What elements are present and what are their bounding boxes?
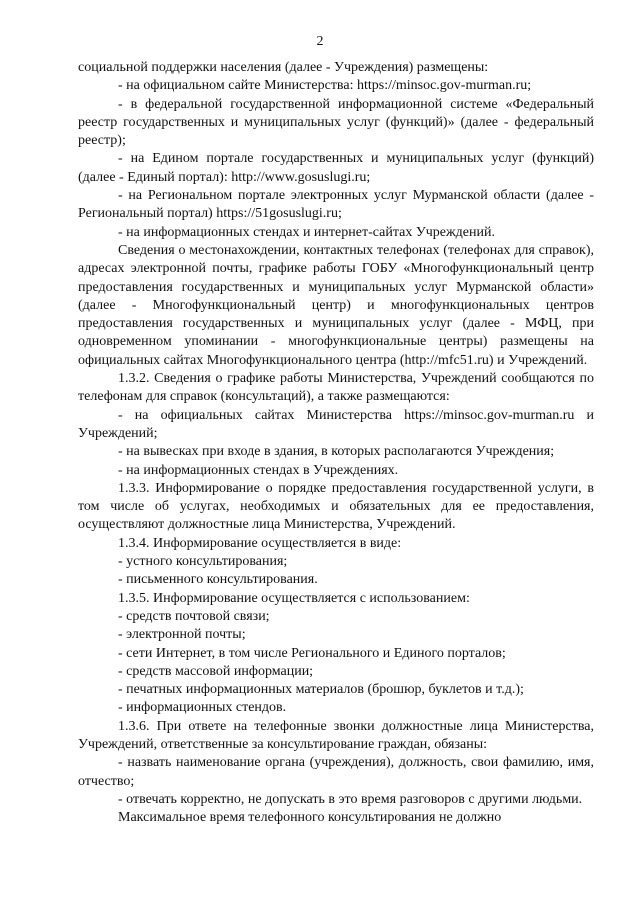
document-body [78,59,594,827]
paragraph: - печатных информационных материалов (брошюр, буклетов и т.д.); [118,682,524,698]
paragraph: 1.3.3. Информирование о порядке предоставления государственной услуги, в том числе об услугах, необходимых и обязательных для ее предоставления, осуществляют должностные лица Министерства, Учреждений. [78,480,594,533]
paragraph: - письменного консультирования. [118,572,318,588]
paragraph: - на Едином портале государственных и муниципальных услуг (функций) (далее - Единый портал): http://www.gosuslugi.ru; [78,151,594,185]
paragraph: - информационных стендов. [118,700,287,716]
paragraph: - на Региональном портале электронных услуг Мурманской области (далее - Региональный портал) https://51gosuslugi.ru; [78,188,594,222]
paragraph: - назвать наименование органа (учреждения), должность, свои фамилию, имя, отчество; [78,755,594,789]
paragraph: - сети Интернет, в том числе Регионального и Единого порталов; [118,645,506,661]
paragraph: 1.3.6. При ответе на телефонные звонки должностные лица Министерства, Учреждений, ответственные за консультирование граждан, обязаны: [78,718,594,752]
paragraph: - на информационных стендах и интернет-сайтах Учреждений. [118,224,495,240]
paragraph: - электронной почты; [118,627,246,643]
paragraph: - средств массовой информации; [118,663,314,679]
paragraph: - отвечать корректно, не допускать в это время разговоров с другими людьми. [118,791,583,807]
paragraph: 1.3.4. Информирование осуществляется в виде: [118,535,402,551]
paragraph: - на вывесках при входе в здания, в которых располагаются Учреждения; [118,444,555,460]
paragraph: - на официальных сайтах Министерства https://minsoc.gov-murman.ru и Учреждений; [78,407,594,441]
paragraph: 1.3.5. Информирование осуществляется с использованием: [118,590,470,606]
paragraph: - на информационных стендах в Учреждениях. [118,462,399,478]
paragraph: Максимальное время телефонного консультирования не должно [118,810,502,826]
paragraph: Сведения о местонахождении, контактных телефонах (телефонах для справок), адресах электронной почты, графике работы ГОБУ «Многофункциональный центр предоставления государственных и муниципальных услуг Мурманской области» (далее - Многофункциональный центр) и многофункциональных центров предоставления государственных и муниципальных услуг (далее - МФЦ, при одновременном упоминании - многофункциональные центры) размещены на официальных сайтах Многофункционального центра (http://mfc51.ru) и Учреждений. [78,242,594,368]
paragraph: - устного консультирования; [118,554,288,570]
paragraph: - средств почтовой связи; [118,608,270,624]
paragraph: - на официальном сайте Министерства: https://minsoc.gov-murman.ru; [118,78,532,94]
paragraph: 1.3.2. Сведения о графике работы Министерства, Учреждений сообщаются по телефонам для справок (консультаций), а также размещаются: [78,371,594,405]
page-number: 2 [316,34,324,49]
paragraph: - в федеральной государственной информационной системе «Федеральный реестр государственных и муниципальных услуг (функций)» (далее - федеральный реестр); [78,96,594,149]
paragraph: социальной поддержки населения (далее - Учреждения) размещены: [78,60,489,75]
